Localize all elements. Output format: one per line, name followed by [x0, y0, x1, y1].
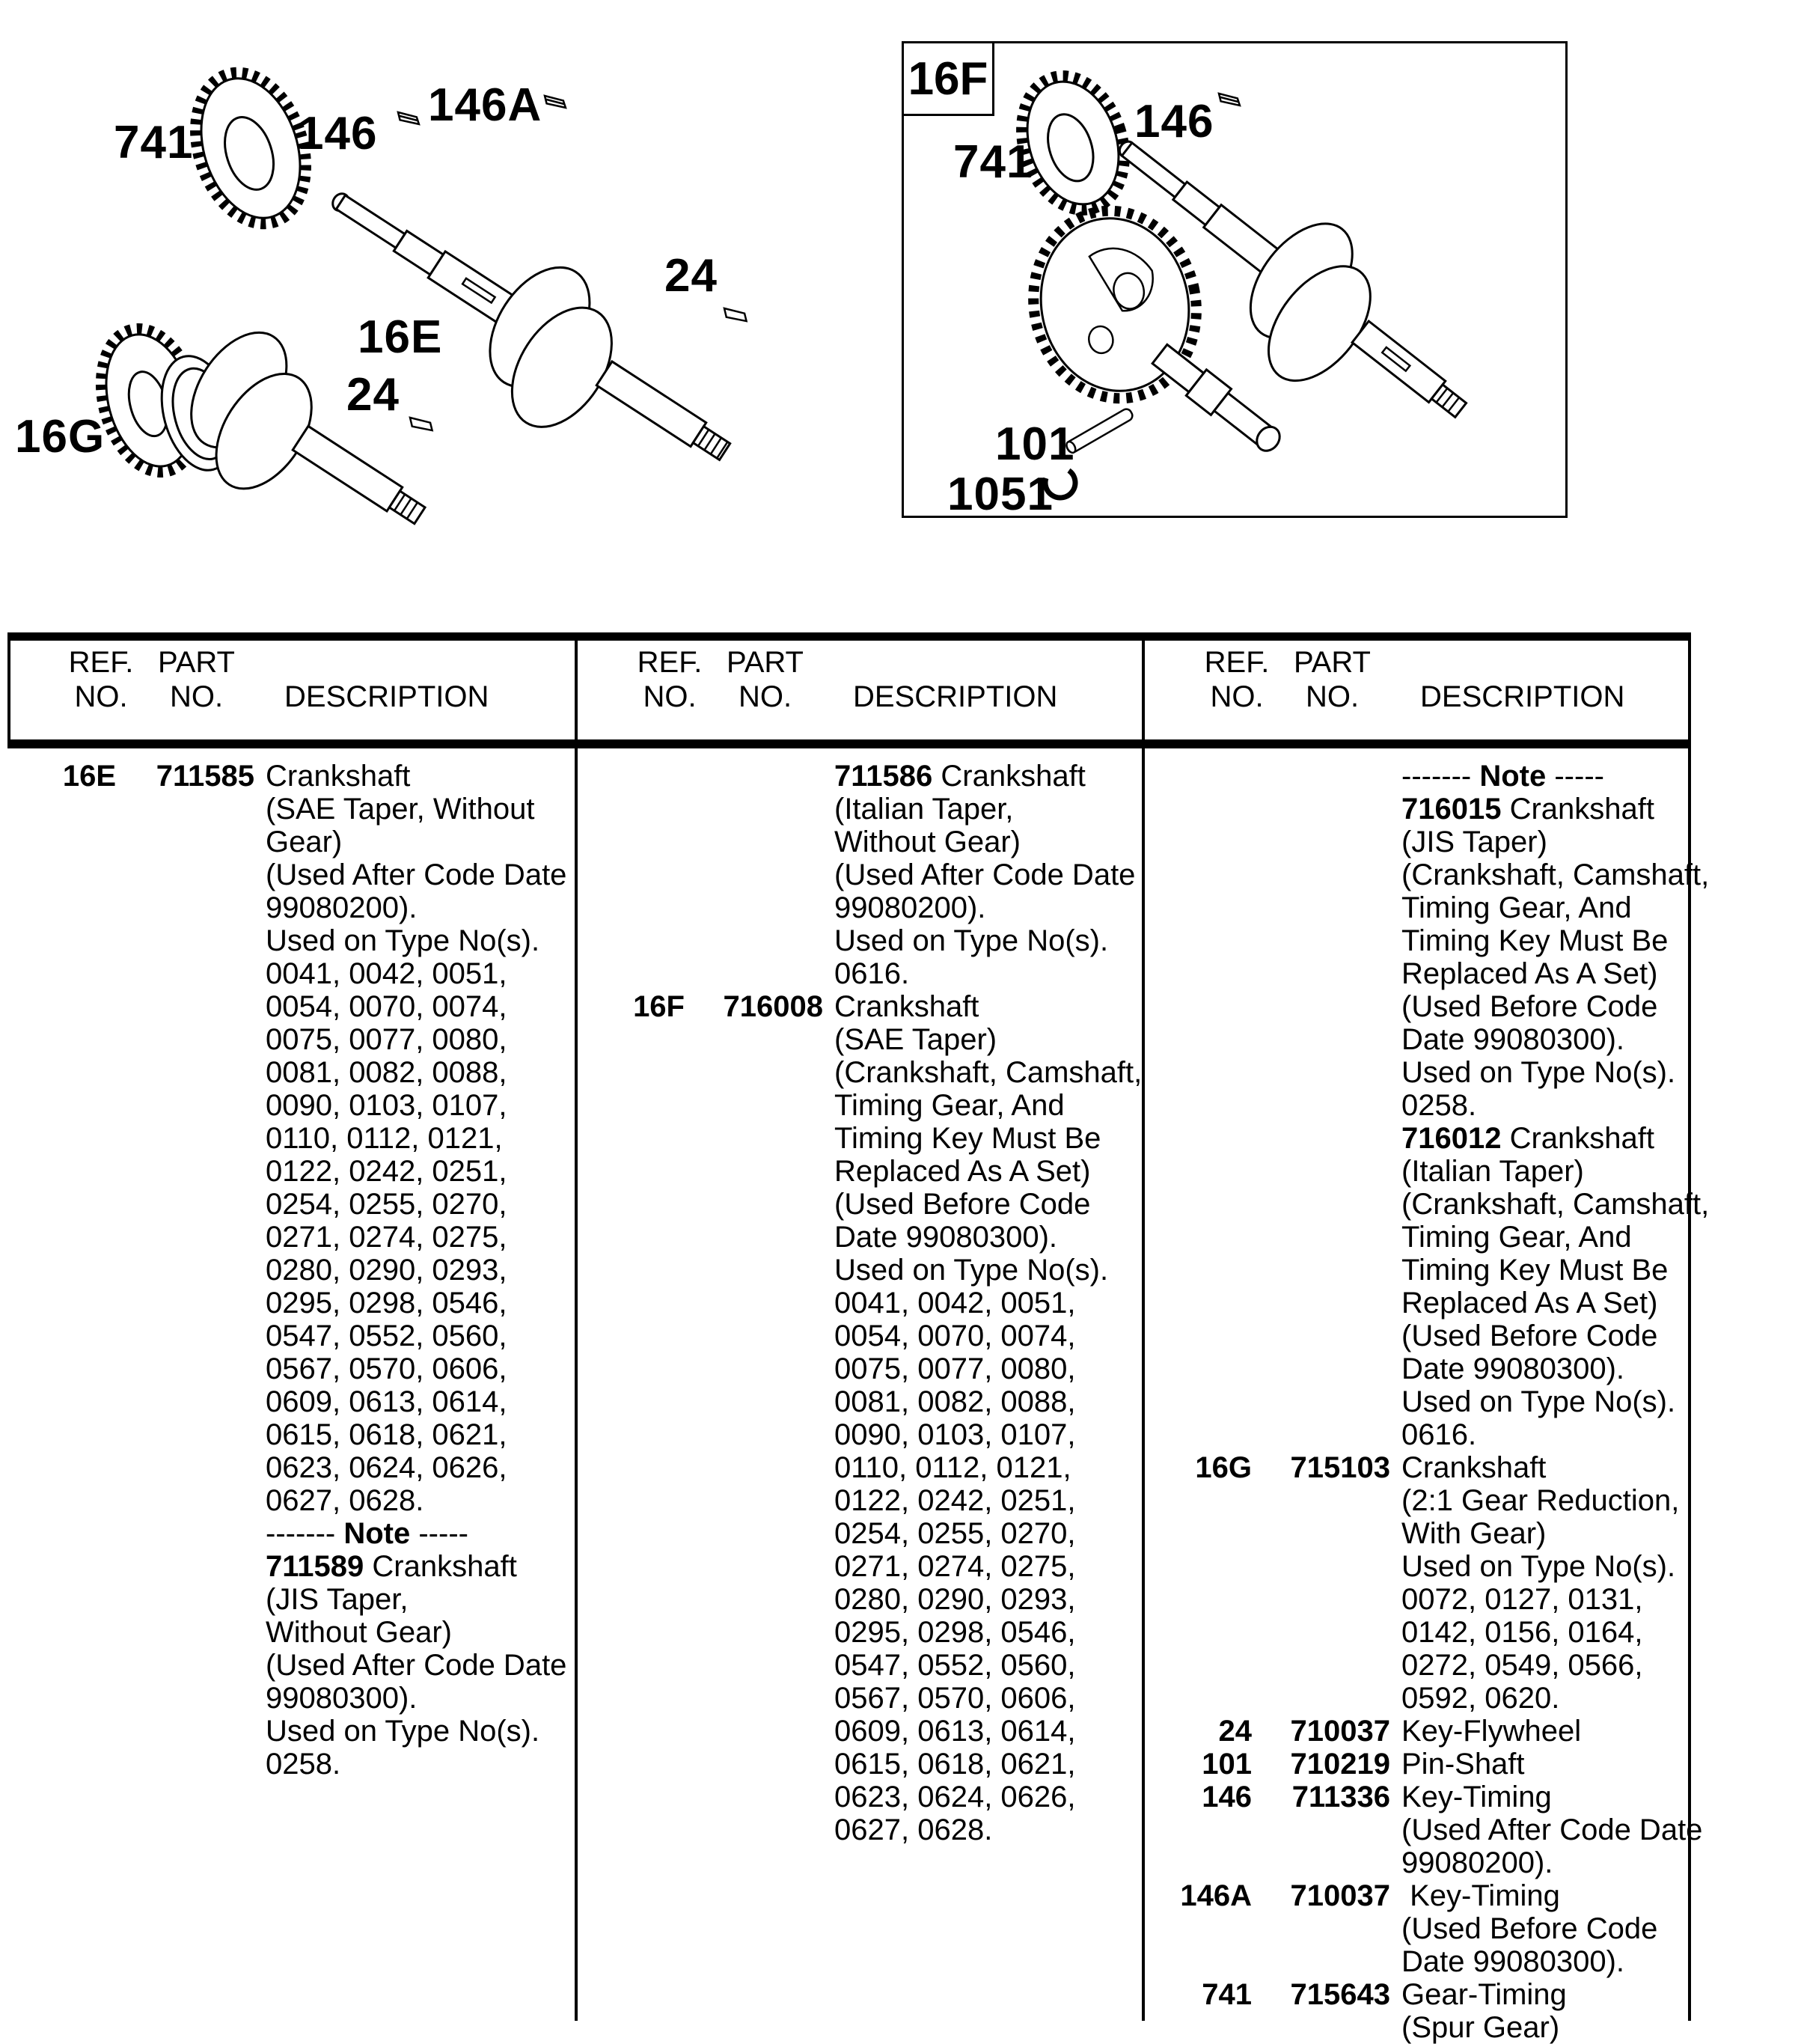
- part-no-cell: 715103: [1290, 1451, 1390, 1484]
- flywheel-key-icon: [721, 302, 749, 328]
- description-line: (SAE Taper, Without: [266, 793, 535, 826]
- table-row: [1143, 1715, 1706, 1748]
- description-line: (JIS Taper): [1401, 826, 1547, 858]
- description-line: 0547, 0552, 0560,: [834, 1649, 1076, 1682]
- header-no: NO.: [738, 680, 792, 713]
- ref-no-cell: 101: [1202, 1748, 1252, 1781]
- label-146: 146: [1134, 96, 1214, 147]
- description-line: Timing Key Must Be: [1401, 924, 1669, 957]
- description-line: 0609, 0613, 0614,: [834, 1715, 1076, 1748]
- description-line: 0271, 0274, 0275,: [266, 1221, 507, 1254]
- description-cell: [1390, 1781, 1702, 1879]
- description-line: 0272, 0549, 0566,: [1401, 1649, 1643, 1682]
- label-146: 146: [298, 108, 378, 159]
- description-line: Used on Type No(s).: [266, 1715, 540, 1748]
- description-line: (SAE Taper): [834, 1023, 997, 1056]
- table-row: [1143, 1879, 1706, 1978]
- label-741: 741: [114, 117, 194, 168]
- header-ref: REF.: [637, 646, 703, 679]
- description-line: (Used After Code Date: [1401, 1813, 1703, 1846]
- header-description: DESCRIPTION: [284, 680, 489, 713]
- description-line: Used on Type No(s).: [1401, 1550, 1676, 1583]
- table-column-3: [1143, 760, 1710, 2044]
- ref-no-cell: 16G: [1195, 1451, 1252, 1484]
- description-line: (Spur Gear): [1401, 2011, 1560, 2044]
- description-line: 0567, 0570, 0606,: [266, 1352, 507, 1385]
- table-header-separator: [7, 739, 1691, 748]
- description-line: ------- Note -----: [1401, 760, 1604, 793]
- header-description: DESCRIPTION: [853, 680, 1058, 713]
- description-line: 0122, 0242, 0251,: [266, 1155, 507, 1188]
- table-row: [7, 760, 570, 1781]
- description-line: 0041, 0042, 0051,: [266, 957, 507, 990]
- figure-label-16f: 16F: [902, 41, 994, 116]
- description-line: Pin-Shaft: [1401, 1748, 1525, 1781]
- description-line: 0258.: [266, 1748, 341, 1781]
- table-left-border: [7, 632, 10, 748]
- ref-no-cell: 741: [1202, 1978, 1252, 2011]
- header-part: PART: [158, 646, 235, 679]
- description-line: 0280, 0290, 0293,: [266, 1254, 507, 1287]
- header-part: PART: [727, 646, 804, 679]
- description-cell: [1390, 1715, 1581, 1748]
- description-line: 0258.: [1401, 1089, 1477, 1122]
- description-line: (Crankshaft, Camshaft,: [834, 1056, 1143, 1089]
- header-no: NO.: [1305, 680, 1360, 713]
- description-line: Timing Key Must Be: [834, 1122, 1101, 1155]
- description-line: 0254, 0255, 0270,: [834, 1517, 1076, 1550]
- description-line: With Gear): [1401, 1517, 1547, 1550]
- woodruff-key-icon: [542, 91, 568, 114]
- description-line: 0627, 0628.: [266, 1484, 424, 1517]
- description-line: 0295, 0298, 0546,: [266, 1287, 507, 1320]
- table-row: [1143, 1451, 1706, 1715]
- description-line: Used on Type No(s).: [1401, 1385, 1676, 1418]
- description-line: Crankshaft: [834, 990, 979, 1023]
- description-line: Date 99080300).: [1401, 1352, 1625, 1385]
- description-line: 716015 Crankshaft: [1401, 793, 1655, 826]
- description-line: Timing Gear, And: [1401, 1221, 1632, 1254]
- description-cell: [1390, 1748, 1525, 1781]
- header-no: NO.: [643, 680, 697, 713]
- description-line: 0090, 0103, 0107,: [266, 1089, 507, 1122]
- table-column-2: [576, 760, 1143, 1846]
- header-no: NO.: [1210, 680, 1264, 713]
- description-line: 0547, 0552, 0560,: [266, 1320, 507, 1352]
- woodruff-key-icon: [395, 107, 421, 130]
- description-line: 0295, 0298, 0546,: [834, 1616, 1076, 1649]
- description-line: Without Gear): [834, 826, 1021, 858]
- label-16G: 16G: [15, 411, 106, 463]
- description-line: Timing Gear, And: [834, 1089, 1065, 1122]
- table-top-border: [7, 632, 1691, 641]
- description-line: 0054, 0070, 0074,: [834, 1320, 1076, 1352]
- description-line: Timing Key Must Be: [1401, 1254, 1669, 1287]
- part-no-cell: 710037: [1290, 1879, 1390, 1912]
- description-line: Without Gear): [266, 1616, 452, 1649]
- description-line: 711589 Crankshaft: [266, 1550, 517, 1583]
- description-line: Used on Type No(s).: [834, 1254, 1109, 1287]
- description-line: 0616.: [834, 957, 910, 990]
- part-no-cell: 716008: [723, 990, 823, 1023]
- description-line: 0110, 0112, 0121,: [834, 1451, 1071, 1484]
- header-ref: REF.: [68, 646, 134, 679]
- header-no: NO.: [169, 680, 224, 713]
- table-row: [1143, 1748, 1706, 1781]
- description-line: (Italian Taper,: [834, 793, 1014, 826]
- description-line: Date 99080300).: [1401, 1945, 1625, 1978]
- description-line: (Used Before Code: [1401, 1320, 1658, 1352]
- description-line: Replaced As A Set): [1401, 1287, 1658, 1320]
- description-line: (2:1 Gear Reduction,: [1401, 1484, 1680, 1517]
- description-line: Used on Type No(s).: [834, 924, 1109, 957]
- woodruff-key-icon: [1216, 88, 1242, 112]
- label-1051: 1051: [947, 469, 1054, 520]
- description-line: 0592, 0620.: [1401, 1682, 1560, 1715]
- ref-no-cell: 16E: [62, 760, 116, 793]
- description-line: Gear-Timing: [1401, 1978, 1567, 2011]
- description-line: (Italian Taper): [1401, 1155, 1584, 1188]
- description-line: 0254, 0255, 0270,: [266, 1188, 507, 1221]
- description-line: (Used Before Code: [834, 1188, 1091, 1221]
- label-741: 741: [953, 136, 1033, 188]
- description-line: Gear): [266, 826, 343, 858]
- table-column-1: [7, 760, 570, 1781]
- ref-no-cell: 16F: [633, 990, 685, 1023]
- description-line: 0623, 0624, 0626,: [834, 1781, 1076, 1813]
- description-line: Key-Timing: [1401, 1781, 1552, 1813]
- description-line: Timing Gear, And: [1401, 891, 1632, 924]
- description-line: 99080200).: [266, 891, 418, 924]
- description-cell: [823, 990, 1142, 1846]
- part-no-cell: 711585: [156, 760, 254, 793]
- table-row: [1143, 1978, 1706, 2044]
- description-line: 0627, 0628.: [834, 1813, 993, 1846]
- description-line: 0075, 0077, 0080,: [834, 1352, 1076, 1385]
- description-line: Used on Type No(s).: [266, 924, 540, 957]
- description-line: (Crankshaft, Camshaft,: [1401, 1188, 1710, 1221]
- description-line: (Used After Code Date: [266, 858, 567, 891]
- description-line: (Used Before Code: [1401, 1912, 1658, 1945]
- description-line: 711586 Crankshaft: [834, 760, 1086, 793]
- label-101: 101: [995, 418, 1075, 470]
- description-cell: [1390, 1978, 1567, 2044]
- description-line: 0615, 0618, 0621,: [266, 1418, 507, 1451]
- description-line: (Used Before Code: [1401, 990, 1658, 1023]
- description-line: 0081, 0082, 0088,: [834, 1385, 1076, 1418]
- description-line: Crankshaft: [266, 760, 411, 793]
- description-line: (JIS Taper,: [266, 1583, 409, 1616]
- description-cell: [1390, 1451, 1679, 1715]
- description-line: Key-Timing: [1401, 1879, 1560, 1912]
- table-row: [1143, 1781, 1706, 1879]
- description-line: 716012 Crankshaft: [1401, 1122, 1655, 1155]
- description-line: 0072, 0127, 0131,: [1401, 1583, 1643, 1616]
- ref-no-cell: 146: [1202, 1781, 1252, 1813]
- description-cell: [1390, 1879, 1657, 1978]
- table-row: [1143, 760, 1710, 1451]
- part-no-cell: 715643: [1290, 1978, 1390, 2011]
- header-description: DESCRIPTION: [1420, 680, 1625, 713]
- description-line: ------- Note -----: [266, 1517, 468, 1550]
- description-line: 0041, 0042, 0051,: [834, 1287, 1076, 1320]
- label-146A: 146A: [428, 79, 542, 131]
- label-24-upper: 24: [664, 250, 718, 302]
- header-part: PART: [1294, 646, 1371, 679]
- description-cell: [254, 760, 566, 1781]
- description-line: 0110, 0112, 0121,: [266, 1122, 503, 1155]
- description-line: (Used After Code Date: [834, 858, 1136, 891]
- description-line: (Crankshaft, Camshaft,: [1401, 858, 1710, 891]
- part-no-cell: 710219: [1290, 1748, 1390, 1781]
- description-line: 0075, 0077, 0080,: [266, 1023, 507, 1056]
- description-line: Replaced As A Set): [834, 1155, 1091, 1188]
- description-line: Date 99080300).: [1401, 1023, 1625, 1056]
- description-line: 0567, 0570, 0606,: [834, 1682, 1076, 1715]
- description-line: 0122, 0242, 0251,: [834, 1484, 1076, 1517]
- description-line: 99080200).: [834, 891, 986, 924]
- label-24-lower: 24: [346, 369, 400, 421]
- ref-no-cell: 146A: [1180, 1879, 1252, 1912]
- description-line: 0623, 0624, 0626,: [266, 1451, 507, 1484]
- description-line: 99080200).: [1401, 1846, 1553, 1879]
- ref-no-cell: 24: [1218, 1715, 1252, 1748]
- description-line: Crankshaft: [1401, 1451, 1547, 1484]
- description-line: 0081, 0082, 0088,: [266, 1056, 507, 1089]
- description-line: Date 99080300).: [834, 1221, 1058, 1254]
- description-line: 99080300).: [266, 1682, 418, 1715]
- description-line: 0142, 0156, 0164,: [1401, 1616, 1643, 1649]
- description-line: 0609, 0613, 0614,: [266, 1385, 507, 1418]
- parts-table: [7, 632, 1710, 2044]
- description-line: Used on Type No(s).: [1401, 1056, 1676, 1089]
- diagram-16f-box: [902, 41, 1568, 518]
- description-line: 0280, 0290, 0293,: [834, 1583, 1076, 1616]
- description-line: 0271, 0274, 0275,: [834, 1550, 1076, 1583]
- description-line: 0616.: [1401, 1418, 1477, 1451]
- description-cell: [1390, 760, 1709, 1451]
- table-row: [576, 760, 1139, 990]
- description-line: (Used After Code Date: [266, 1649, 567, 1682]
- description-line: Replaced As A Set): [1401, 957, 1658, 990]
- description-cell: [823, 760, 1135, 990]
- shaft-pin-icon: [1065, 407, 1134, 454]
- description-line: Key-Flywheel: [1401, 1715, 1582, 1748]
- header-no: NO.: [74, 680, 128, 713]
- header-ref: REF.: [1204, 646, 1270, 679]
- description-line: 0615, 0618, 0621,: [834, 1748, 1076, 1781]
- label-16E: 16E: [358, 311, 443, 363]
- description-line: 0054, 0070, 0074,: [266, 990, 507, 1023]
- table-row: [576, 990, 1143, 1846]
- flywheel-key-icon: [406, 412, 435, 437]
- description-line: 0090, 0103, 0107,: [834, 1418, 1076, 1451]
- part-no-cell: 711336: [1291, 1781, 1390, 1813]
- part-no-cell: 710037: [1290, 1715, 1390, 1748]
